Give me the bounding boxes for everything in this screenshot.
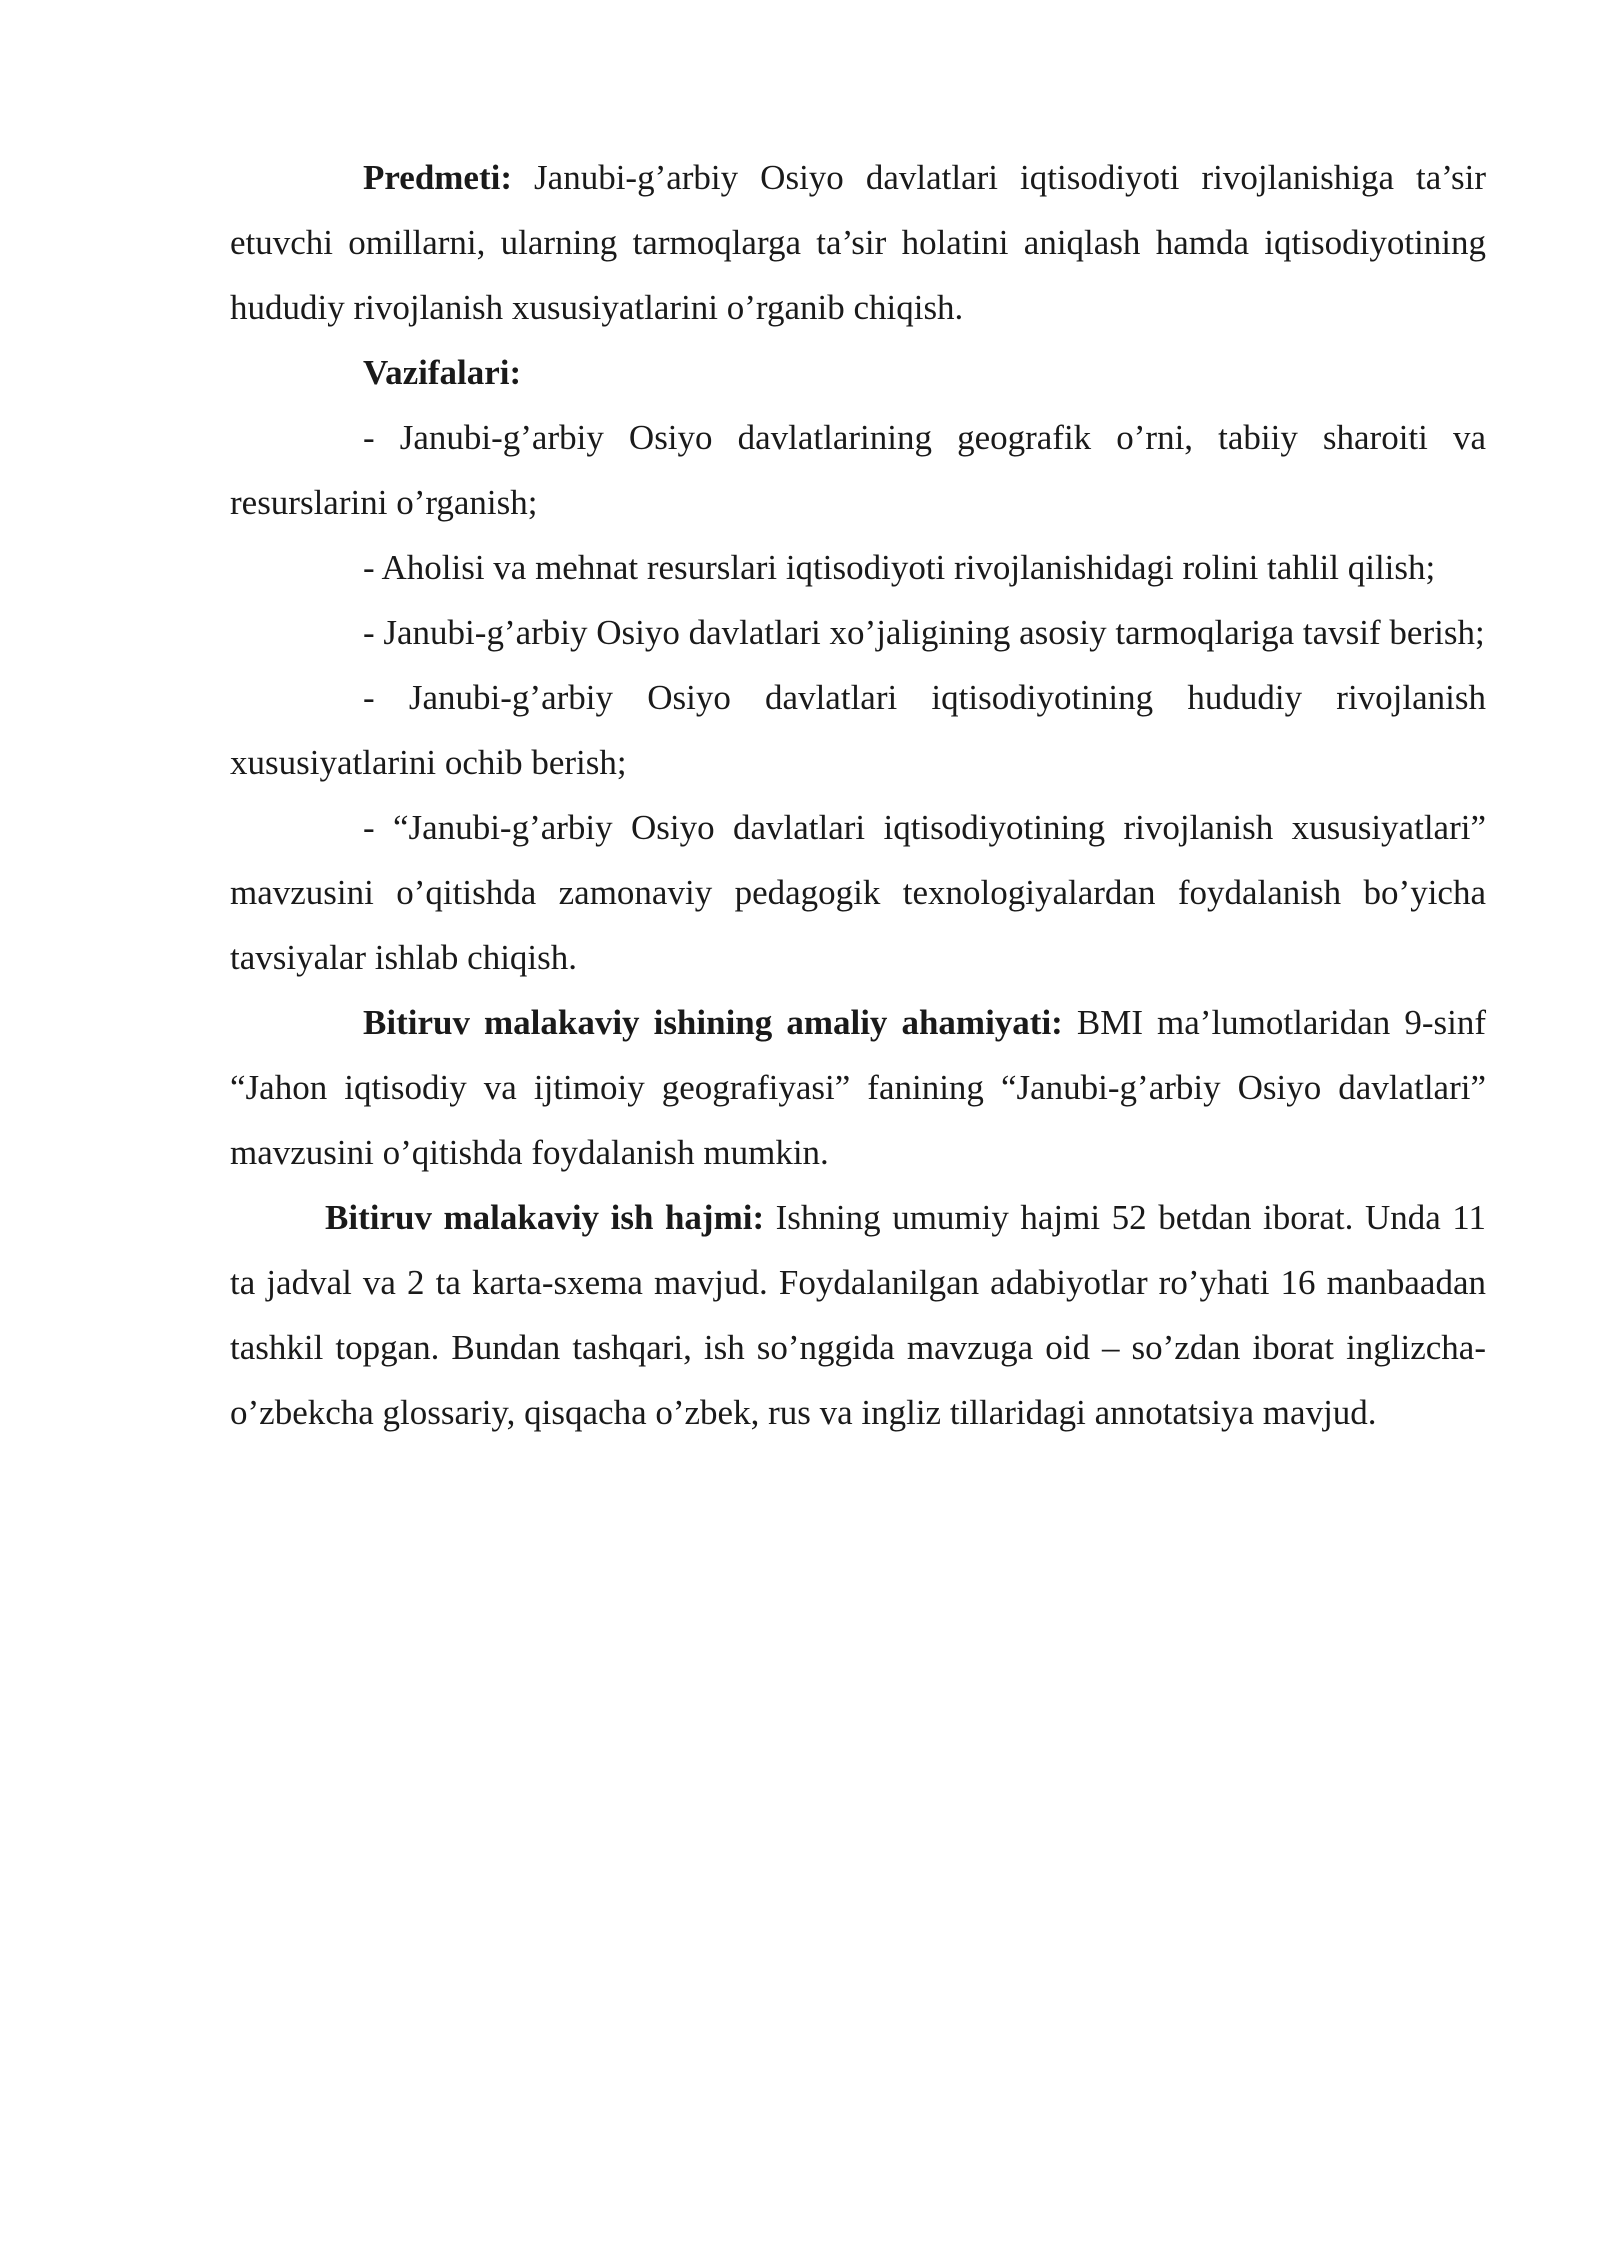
task-item-5: - “Janubi-g’arbiy Osiyo davlatlari iqtisodiyotining rivojlanish xususiyatlari” mavzusini o’qitishda zamonaviy pedagogik texnologiyalardan foydalanish bo’yicha tavsiyalar ishlab chiqish. xyxy=(230,808,1486,977)
practical-paragraph xyxy=(230,990,1486,1185)
subject-paragraph xyxy=(230,145,1486,340)
task-item-2: - Aholisi va mehnat resurslari iqtisodiyoti rivojlanishidagi rolini tahlil qilish; xyxy=(363,548,1436,587)
practical-label: Bitiruv malakaviy ishining amaliy ahamiyati: xyxy=(363,1003,1063,1042)
volume-text: Ishning umumiy hajmi 52 betdan iborat. Unda 11 ta jadval va 2 ta karta-sxema mavjud. Foydalanilgan adabiyotlar ro’yhati 16 manbaadan tashkil topgan. Bundan tashqari, ish so’nggida mavzuga oid – so’zdan iborat inglizcha-o’zbekcha glossariy, qisqacha o’zbek, rus va ingliz tillaridagi annotatsiya mavjud. xyxy=(230,1198,1487,1432)
task-item-3: - Janubi-g’arbiy Osiyo davlatlari xo’jaligining asosiy tarmoqlariga tavsif berish; xyxy=(363,613,1485,652)
subject-text: Janubi-g’arbiy Osiyo davlatlari iqtisodiyoti rivojlanishiga ta’sir etuvchi omillarni, ularning tarmoqlarga ta’sir holatini aniqlash hamda iqtisodiyotining hududiy rivojlanish xususiyatlarini o’rganib chiqish. xyxy=(230,158,1486,327)
practical-text: BMI ma’lumotlaridan 9-sinf “Jahon iqtisodiy va ijtimoiy geografiyasi” fanining “Janubi-g’arbiy Osiyo davlatlari” mavzusini o’qitishda foydalanish mumkin. xyxy=(230,1003,1486,1172)
subject-label: Predmeti: xyxy=(363,158,513,197)
document-page xyxy=(230,145,1486,1445)
task-item-1: - Janubi-g’arbiy Osiyo davlatlarining geografik o’rni, tabiiy sharoiti va resurslarini o’rganish; xyxy=(230,418,1486,522)
volume-label: Bitiruv malakaviy ish hajmi: xyxy=(325,1198,765,1237)
tasks-heading: Vazifalari: xyxy=(363,353,522,392)
volume-paragraph xyxy=(230,1185,1486,1445)
task-item-4: - Janubi-g’arbiy Osiyo davlatlari iqtisodiyotining hududiy rivojlanish xususiyatlarini ochib berish; xyxy=(230,678,1486,782)
